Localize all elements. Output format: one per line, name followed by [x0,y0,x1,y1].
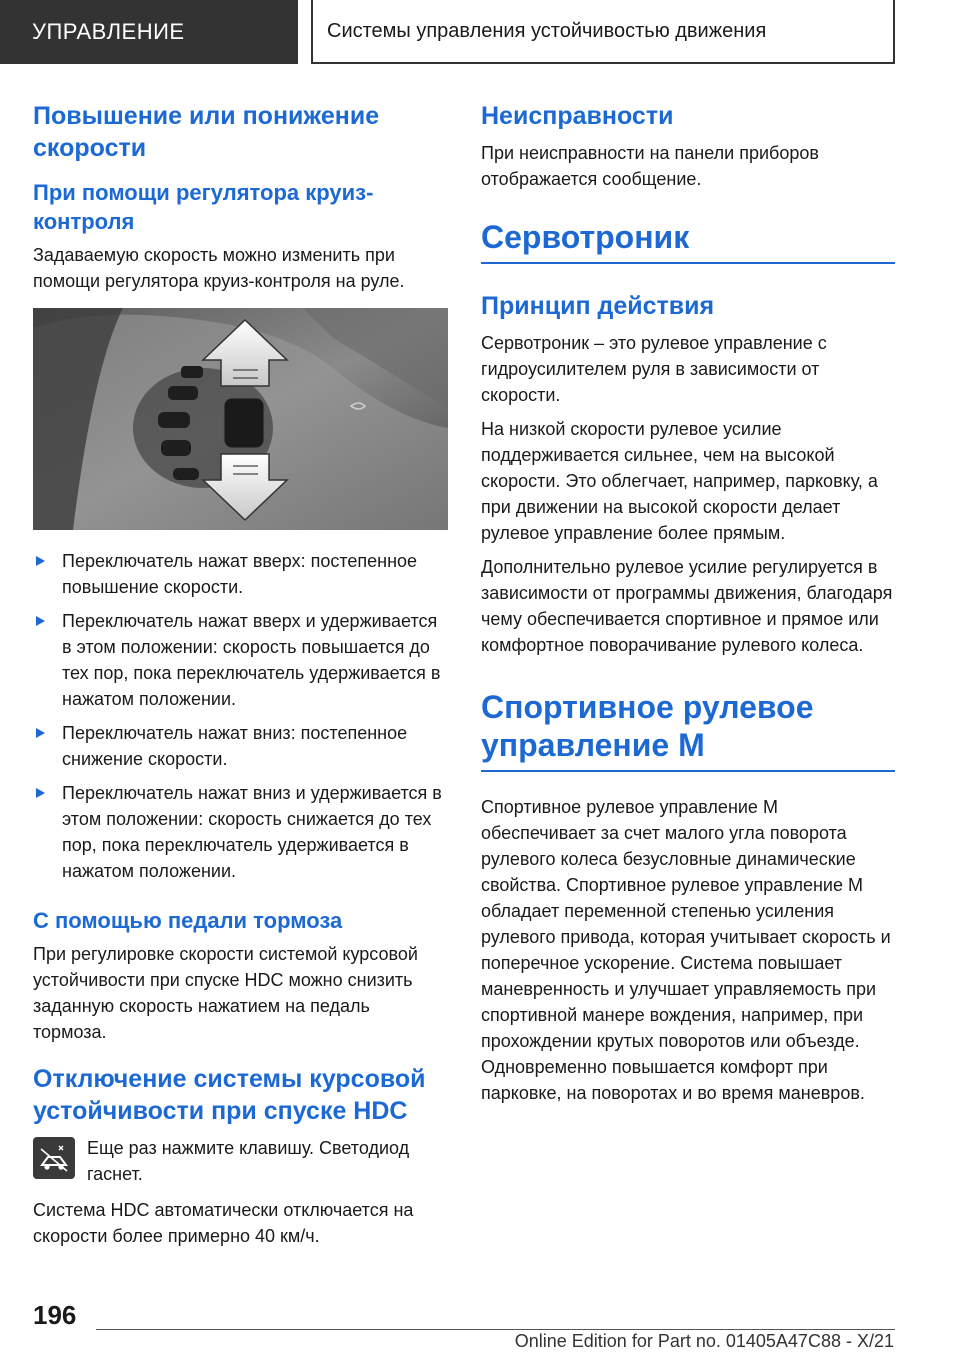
bullet-item [33,780,448,884]
principle-paragraph-1: Сервотроник – это рулевое управление с гидроусилителем руля в зависимости от скорости. [481,333,827,405]
faults-heading: Неисправности [481,102,674,130]
bullet-text: Переключатель нажат вверх и удерживается в этом положении: скорость повышается до тех пор, пока переключатель удерживается в нажатом положении. [62,611,441,709]
header-section [0,0,298,64]
steering-wheel-photo [33,308,448,530]
right-column [481,100,895,1106]
servotronic-heading: Сервотроник [481,219,690,255]
footer-divider [96,1329,895,1330]
cruise-text: Задаваемую скорость можно изменить при помощи регулятора круиз-контроля на руле. [33,245,405,291]
principle-heading: Принцип действия [481,292,715,320]
brake-heading: С помощью педали тормоза [33,908,343,933]
header-section-label: УПРАВЛЕНИЕ [32,19,185,44]
sport-steering-text: Спортивное рулевое управление M обеспечивает за счет малого угла поворота рулевого колеса безусловные динамические свойства. Спортивное рулевое управление M обладает переменной степенью усиления рулевого привода, которая учитывает скорость и поперечное ускорение. Система повышает маневренность и улучшает управляемость при спортивной манере вождения, например, при прохождении крутых поворотов или объезде. Одновременно повышается комфорт при парковке, на поворотах и во время маневров. [481,797,891,1103]
bullet-item [33,608,448,712]
triangle-bullet-icon [36,788,45,798]
sport-steering-heading: Спортивное рулевое управление M [481,689,814,763]
bullet-text: Переключатель нажат вниз: постепенное снижение скорости. [62,723,408,769]
hdc-instruction [33,1135,448,1187]
cruise-heading: При помощи регулятора круиз-контроля [33,180,374,234]
header-chapter [311,0,895,64]
bullet-item [33,720,448,772]
bullet-text: Переключатель нажат вниз и удерживается в этом положении: скорость снижается до тех пор, пока переключатель удерживается в нажатом положении. [62,783,442,881]
brake-text: При регулировке скорости системой курсовой устойчивости при спуске HDC можно снизить заданную скорость нажатием на педаль тормоза. [33,944,418,1042]
speed-bullet-list [33,548,448,884]
edition-label: Online Edition for Part no. 01405A47C88 - X/21 [514,1331,894,1351]
header-chapter-label: Системы управления устойчивостью движения [327,19,767,42]
hdc-instruction-text: Еще раз нажмите клавишу. Светодиод гаснет. [87,1138,410,1184]
disable-hdc-heading: Отключение системы курсовой устойчивости при спуске HDC [33,1065,426,1125]
bullet-item [33,548,448,600]
hdc-button-icon [33,1137,75,1179]
bullet-text: Переключатель нажат вверх: постепенное повышение скорости. [62,551,418,597]
triangle-bullet-icon [36,616,45,626]
triangle-bullet-icon [36,728,45,738]
steering-wheel-illustration [33,308,448,530]
faults-text: При неисправности на панели приборов отображается сообщение. [481,143,819,189]
left-column [33,100,448,1249]
principle-paragraph-2: На низкой скорости рулевое усилие поддерживается сильнее, чем на высокой скорости. Это облегчает, например, парковку, а при движении на высокой скорости делает рулевое управление более прямым. [481,419,878,543]
sport-steering-heading-block [481,688,895,772]
speed-heading: Повышение или понижение скорости [33,102,380,162]
disable-hdc-text: Система HDC автоматически отключается на скорости более примерно 40 км/ч. [33,1200,414,1246]
page-number: 196 [33,1300,77,1330]
triangle-bullet-icon [36,556,45,566]
servotronic-heading-block [481,218,895,264]
principle-paragraph-3: Дополнительно рулевое усилие регулируется в зависимости от программы движения, благодаря чему обеспечивается спортивное и прямое или комфортное поворачивание рулевого колеса. [481,557,893,655]
